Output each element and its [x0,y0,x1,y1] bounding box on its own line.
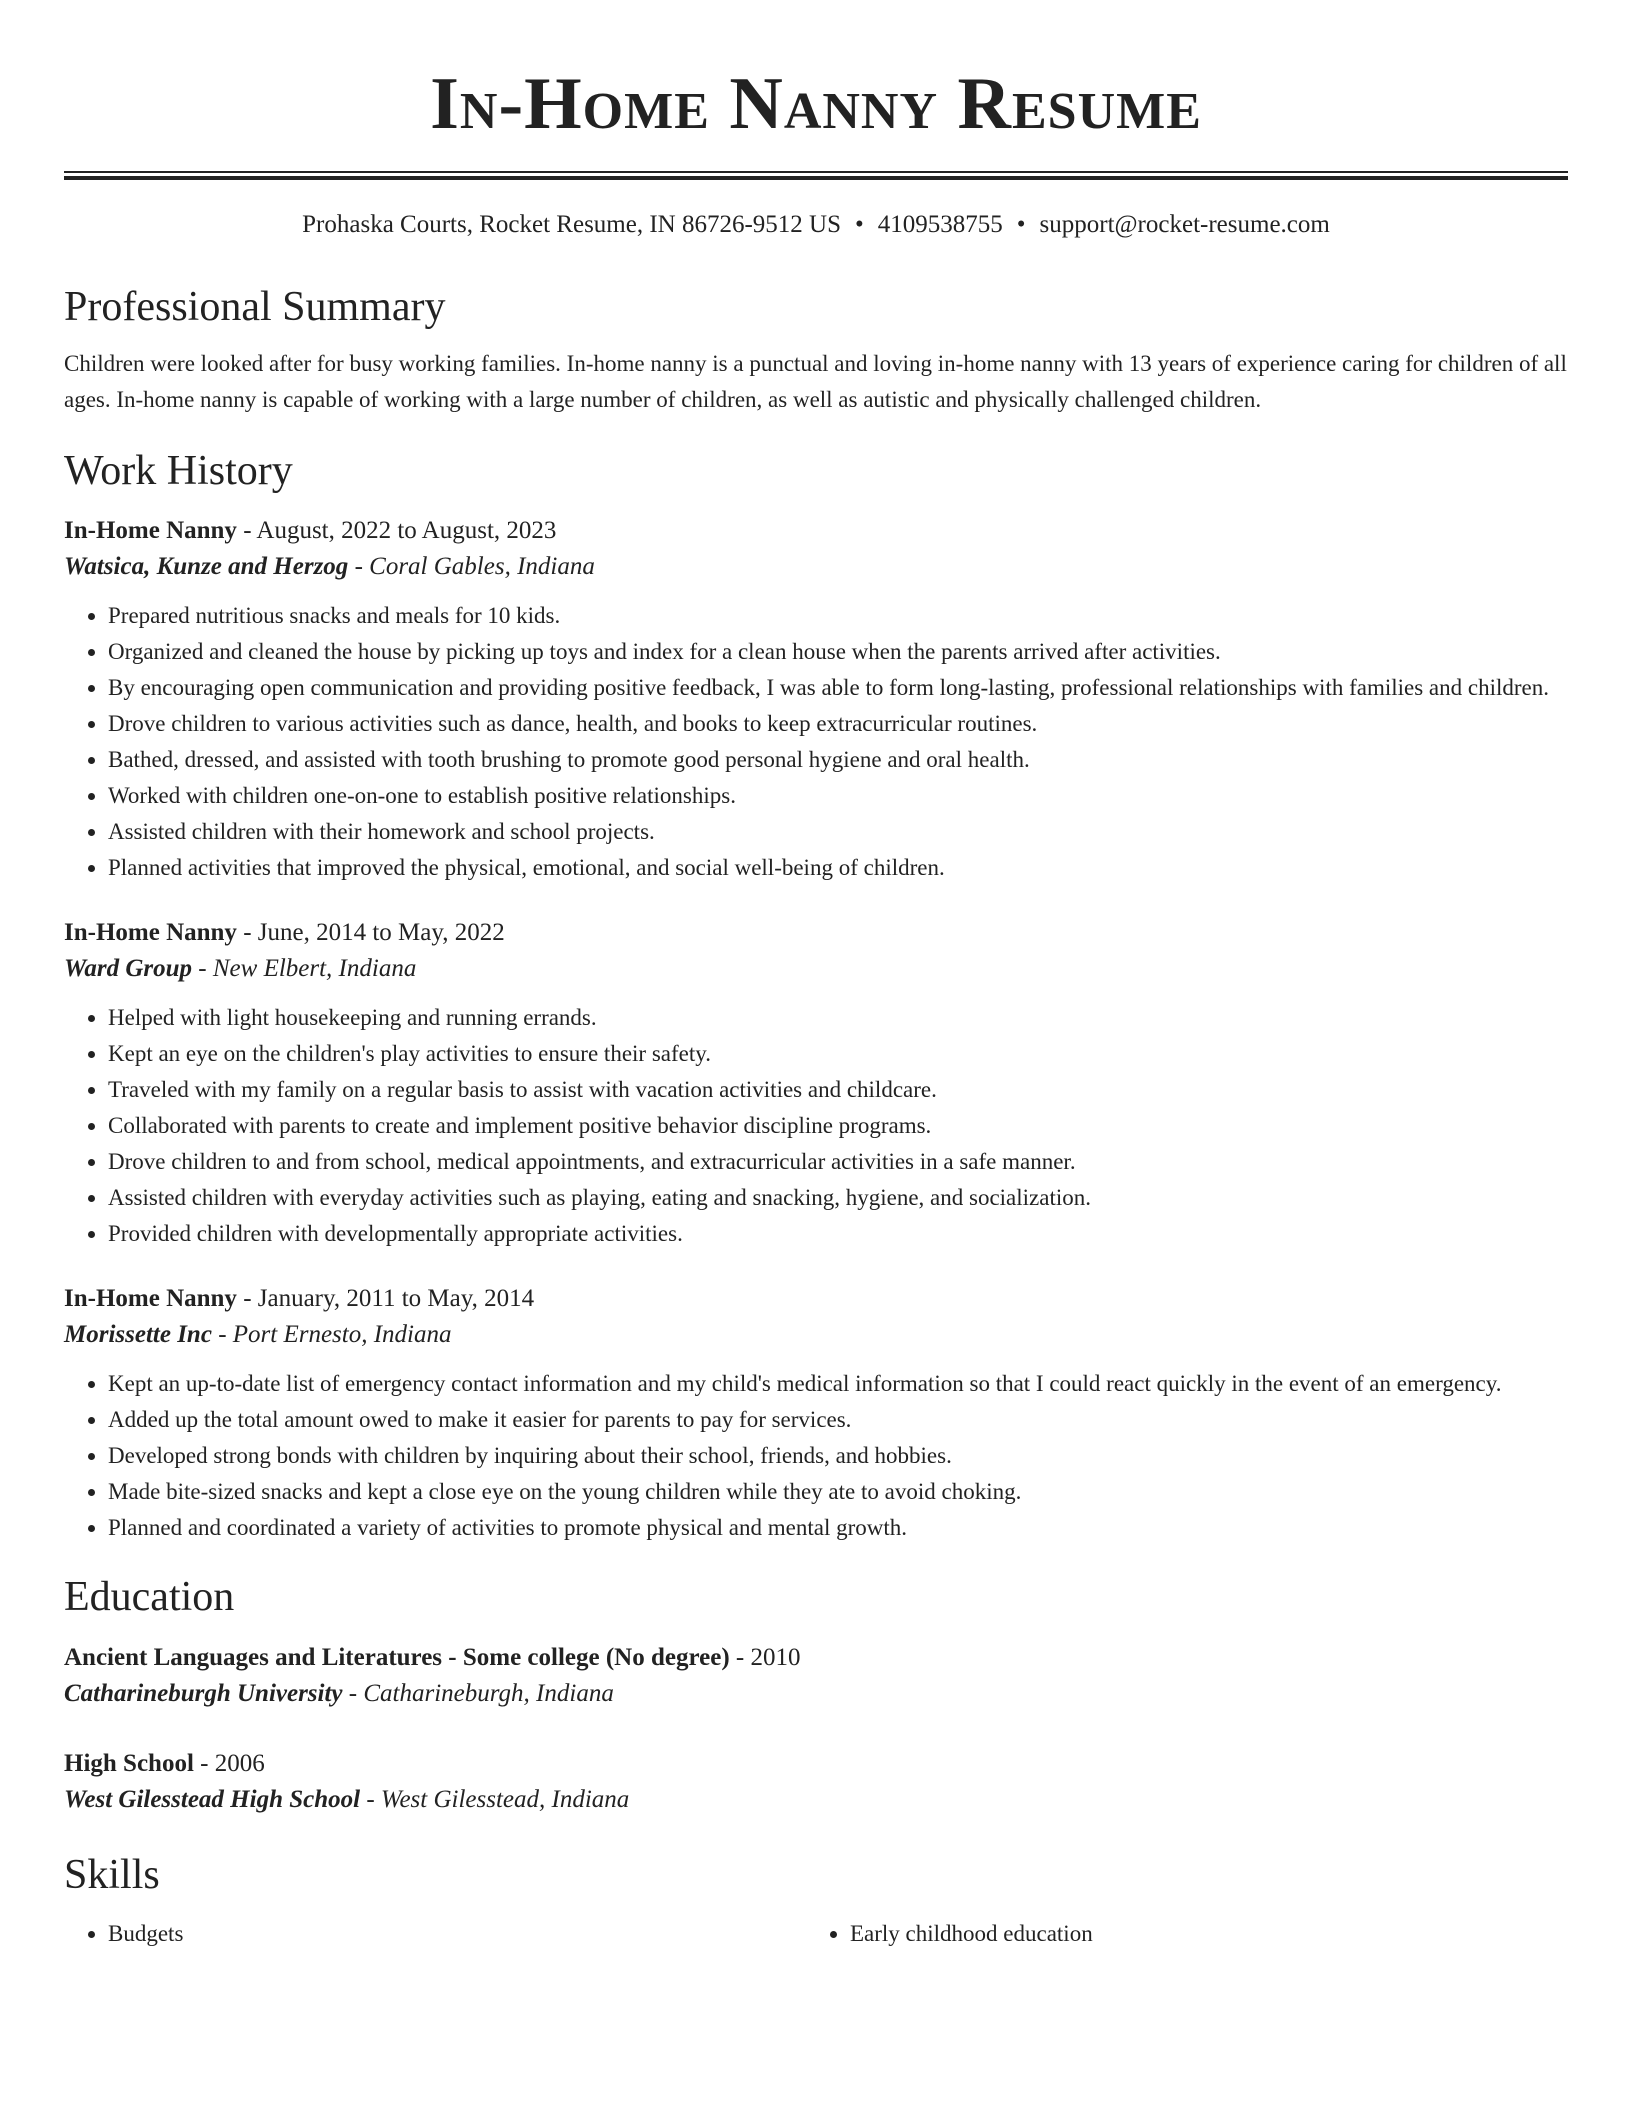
education-degree: Ancient Languages and Literatures - Some college (No degree) [64,1644,730,1671]
section-heading-skills: Skills [64,1852,160,1898]
list-item: • Provided children with developmentally appropriate activities. [108,1216,1568,1252]
education-degree: High School [64,1750,194,1777]
job-bullets [64,598,1568,886]
education-location: - Catharineburgh, Indiana [342,1680,614,1707]
job-entry [64,916,1568,1252]
education-year: - 2006 [193,1750,265,1777]
summary-text: Children were looked after for busy working families. In-home nanny is a punctual and loving in-home nanny with 13 years of experience caring for children of all ages. In-home nanny is capable of working with a large number of children, as well as autistic and physically challenged children. [64,351,1567,412]
skills-list [64,1916,1568,1952]
list-item: • Assisted children with everyday activities such as playing, eating and snacking, hygiene, and socialization. [108,1180,1568,1216]
job-company: Morissette Inc [64,1321,212,1348]
job-title: In-Home Nanny [64,919,237,946]
job-dates: - August, 2022 to August, 2023 [236,517,557,544]
list-item: • Developed strong bonds with children by inquiring about their school, friends, and hobbies. [108,1438,1568,1474]
list-item: • Worked with children one-on-one to establish positive relationships. [108,778,1568,814]
contact-separator: • [855,211,864,238]
list-item: • Traveled with my family on a regular basis to assist with vacation activities and childcare. [108,1072,1568,1108]
job-company: Ward Group [64,955,193,982]
skills-column-right [806,1916,1568,1952]
resume-title: In-Home Nanny Resume [430,63,1202,145]
list-item: • By encouraging open communication and providing positive feedback, I was able to form long-lasting, professional relationships with families and children. [108,670,1568,706]
contact-separator: • [1016,211,1026,238]
section-heading-education: Education [64,1574,235,1620]
list-item: • Drove children to various activities such as dance, health, and books to keep extracurricular routines. [108,706,1568,742]
list-item: • Bathed, dressed, and assisted with tooth brushing to promote good personal hygiene and oral health. [108,742,1568,778]
list-item: • Prepared nutritious snacks and meals for 10 kids. [108,598,1568,634]
job-title: In-Home Nanny [64,1285,237,1312]
education-school: West Gilesstead High School [64,1786,361,1813]
contact-phone: 4109538755 [877,211,1003,238]
job-location: - Port Ernesto, Indiana [211,1321,452,1348]
section-heading-summary: Professional Summary [64,284,446,330]
skills-column-left [64,1916,806,1952]
job-entry [64,1282,1568,1546]
education-school: Catharineburgh University [64,1680,343,1707]
contact-email: support@rocket-resume.com [1039,211,1330,238]
job-location: - New Elbert, Indiana [192,955,417,982]
list-item: • Planned and coordinated a variety of activities to promote physical and mental growth. [108,1510,1568,1546]
skill-item: • Early childhood education [850,1916,1568,1952]
job-entry [64,514,1568,886]
list-item: • Helped with light housekeeping and running errands. [108,1000,1568,1036]
education-entry [64,1640,1568,1712]
resume-page [64,0,1568,1952]
job-bullets [64,1366,1568,1546]
list-item: • Drove children to and from school, medical appointments, and extracurricular activities in a safe manner. [108,1144,1568,1180]
list-item: • Assisted children with their homework and school projects. [108,814,1568,850]
job-location: - Coral Gables, Indiana [348,553,595,580]
job-dates: - June, 2014 to May, 2022 [236,919,505,946]
education-year: - 2010 [729,1644,801,1671]
job-company: Watsica, Kunze and Herzog [64,553,349,580]
skill-item: • Budgets [108,1916,806,1952]
list-item: • Made bite-sized snacks and kept a close eye on the young children while they ate to avoid choking. [108,1474,1568,1510]
education-entry [64,1746,1568,1818]
list-item: • Kept an up-to-date list of emergency contact information and my child's medical information so that I could react quickly in the event of an emergency. [108,1366,1568,1402]
title-divider [64,171,1568,180]
list-item: • Planned activities that improved the physical, emotional, and social well-being of children. [108,850,1568,886]
contact-line [64,208,1568,242]
list-item: • Collaborated with parents to create and implement positive behavior discipline programs. [108,1108,1568,1144]
contact-address: Prohaska Courts, Rocket Resume, IN 86726-9512 US [302,211,841,238]
list-item: • Added up the total amount owed to make it easier for parents to pay for services. [108,1402,1568,1438]
list-item: • Kept an eye on the children's play activities to ensure their safety. [108,1036,1568,1072]
education-location: - West Gilesstead, Indiana [360,1786,630,1813]
section-heading-work-history: Work History [64,448,293,494]
job-bullets [64,1000,1568,1252]
list-item: • Organized and cleaned the house by picking up toys and index for a clean house when the parents arrived after activities. [108,634,1568,670]
job-title: In-Home Nanny [64,517,237,544]
job-dates: - January, 2011 to May, 2014 [236,1285,535,1312]
